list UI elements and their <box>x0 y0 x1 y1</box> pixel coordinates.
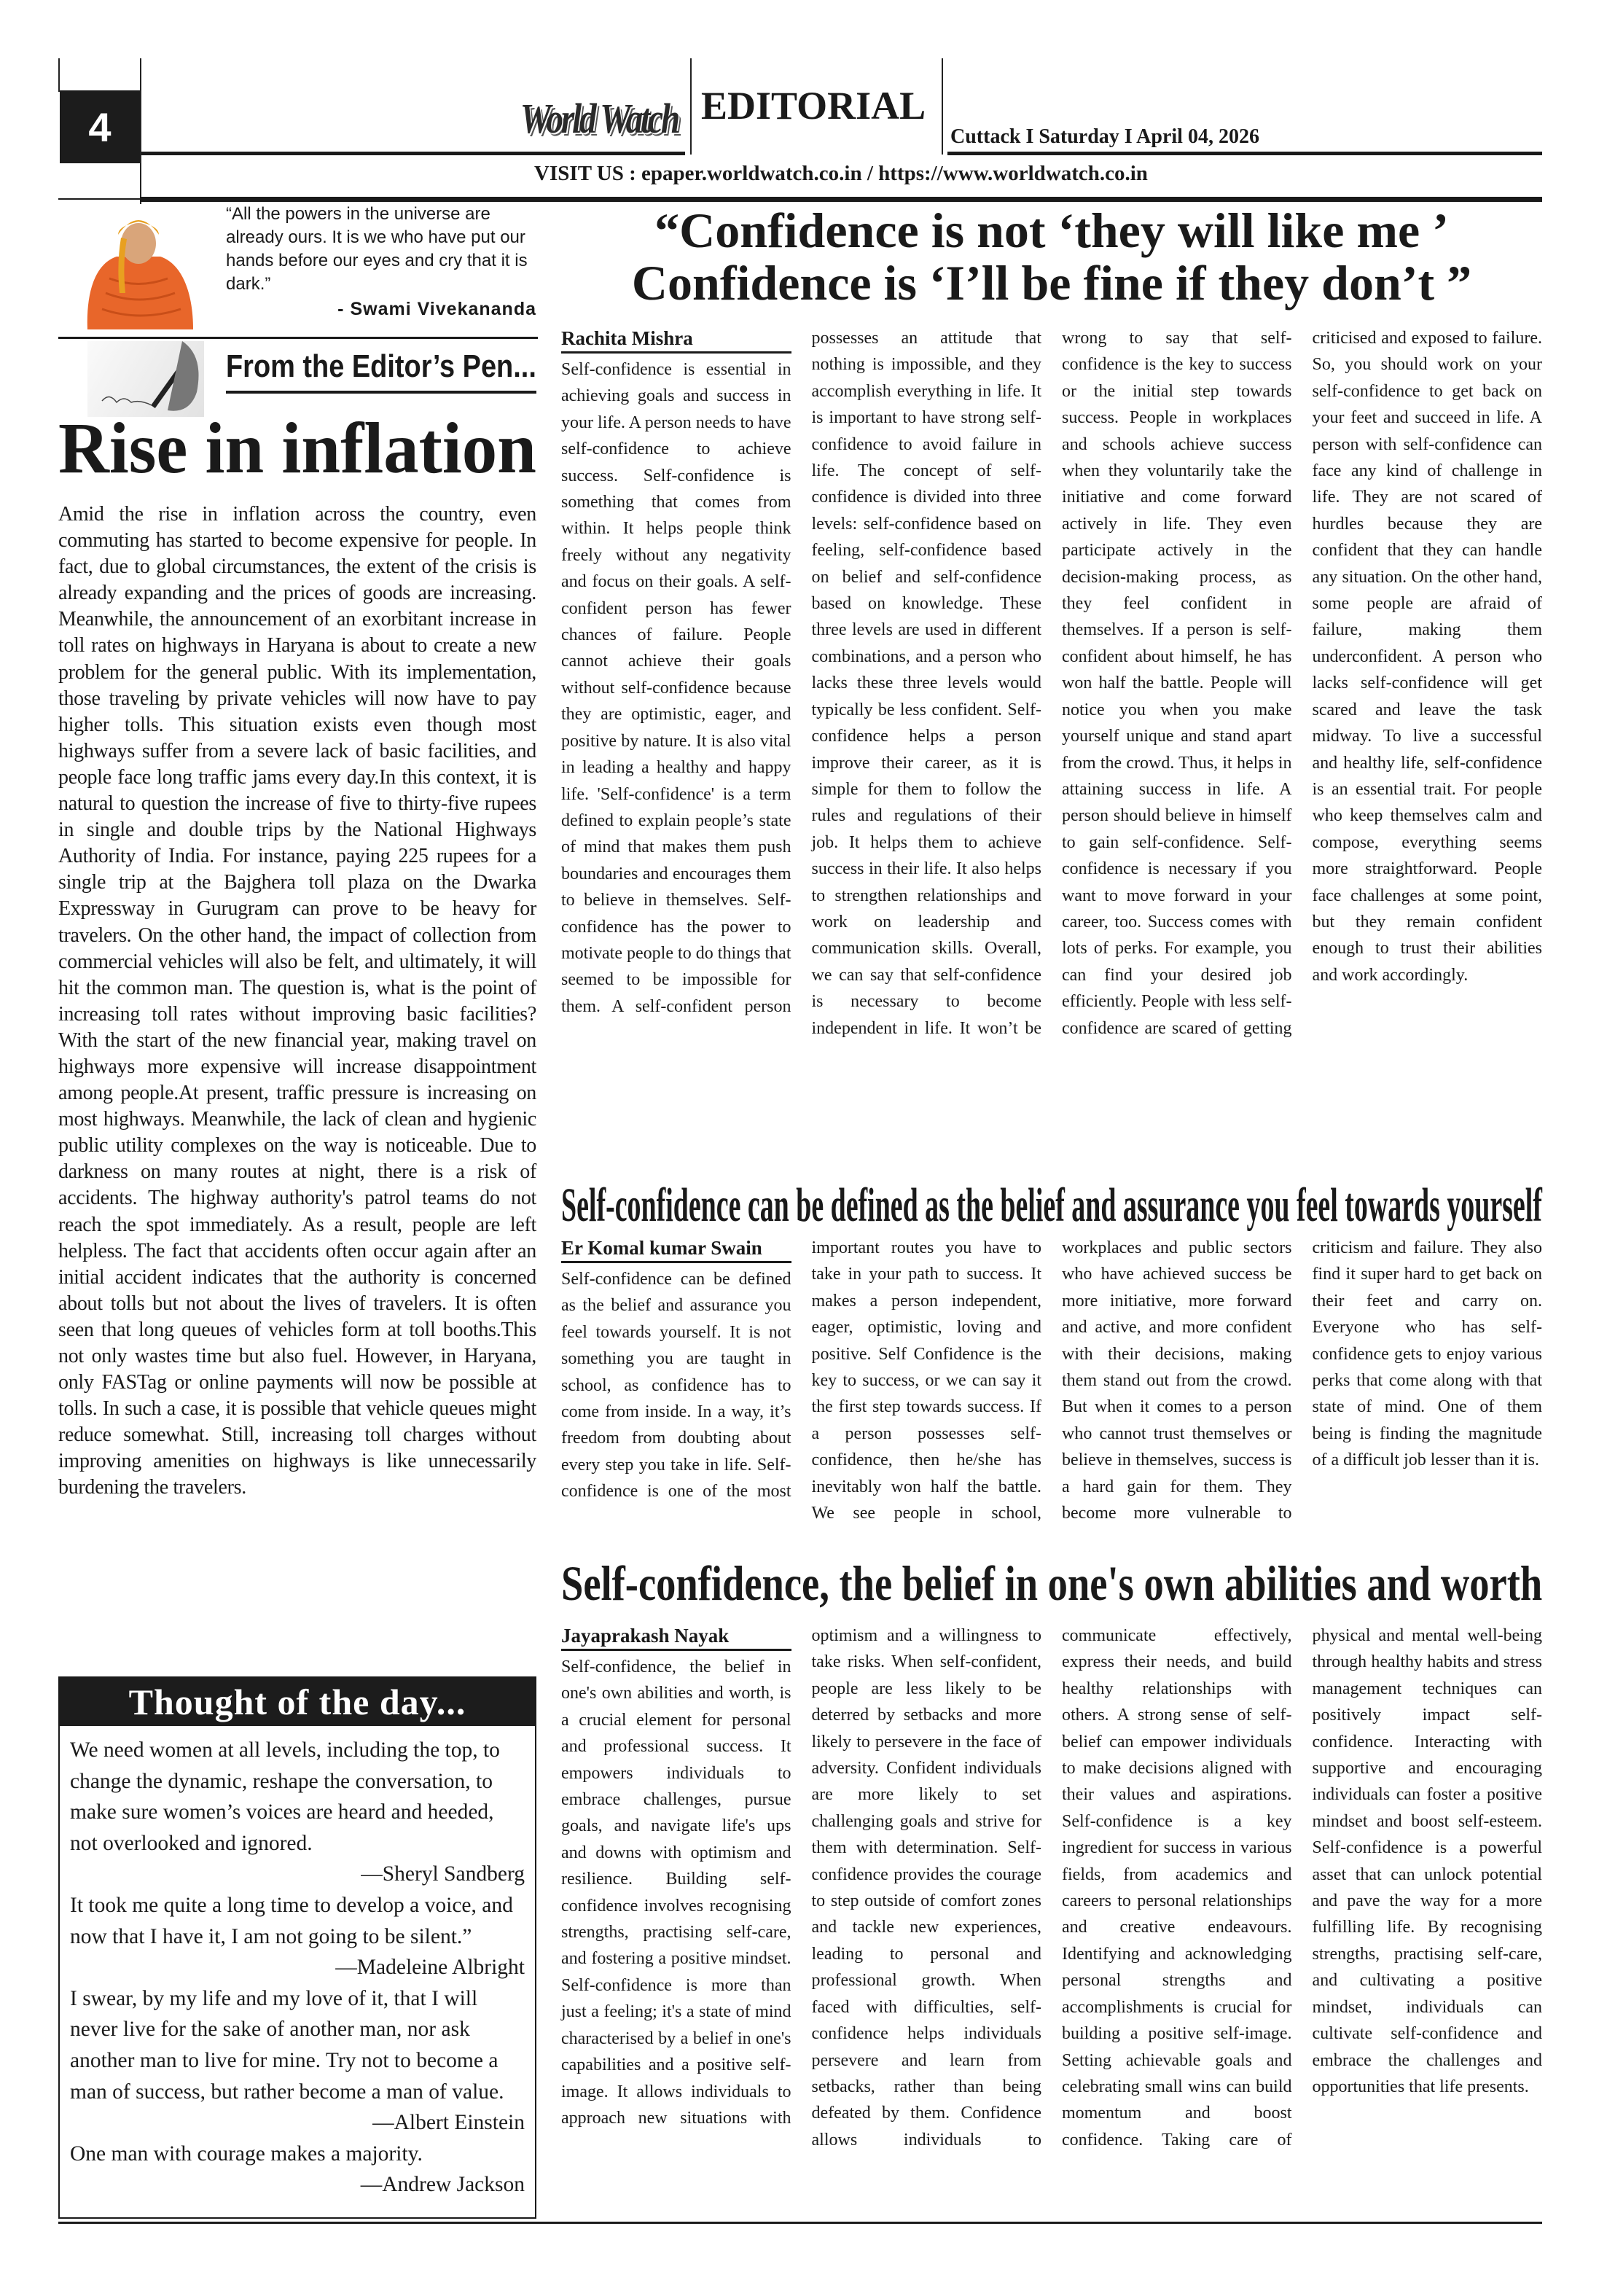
headline-text: Rise in inflation <box>58 407 536 488</box>
logo-text: World Watch <box>520 94 679 142</box>
pen-writing-image <box>87 341 204 417</box>
divider <box>942 58 943 155</box>
headline-text: Self-confidence can be defined as the belief and assurance you feel towards yourself <box>561 1179 1542 1232</box>
thought-title: Thought of the day... <box>60 1678 535 1726</box>
article-body: Self-confidence, the belief in one's own abilities and worth, is a crucial element for personal and professional success. It empowers individuals to embrace challenges, pursue goals, and navigate life's ups and downs with optimism and resilience. Building self-confidence involves recognising strengths, practising self-care, and fostering a positive mindset. Self-confidence is more than just a feeling; it's a state of mind characterised by a belief in one's capabilities and a positive self-image. It allows individuals to approach new situations with optimism and a willingness to take risks. When self-confident, people are less likely to be deterred by setbacks and more likely to persevere in the face of adversity. Confident individuals are more likely to set challenging goals and strive for them with determination. Self-confidence provides the courage to step outside of comfort zones and tackle new experiences, leading to personal and professional growth. When faced with difficulties, self-confidence helps individuals persevere and learn from setbacks, rather than being defeated by them. Confidence allows individuals to communicate effectively, express their needs, and build healthy relationships with others. A strong sense of self-belief can empower individuals to make decisions aligned with their values and aspirations. Self-confidence is a key ingredient for success in various fields, from academics and careers to personal relationships and creative endeavours. Identifying and acknowledging personal strengths and accomplishments is crucial for building a positive self-image. Setting achievable goals and celebrating small wins can build momentum and boost confidence. Taking care of physical and mental well-being through healthy habits and stress management techniques can positively impact self-confidence. Interacting with supportive and encouraging individuals can foster a positive mindset and boost self-esteem. Self-confidence is a powerful asset that can unlock potential and pave the way for a more fulfilling life. By recognising strengths, practising self-care, and cultivating a positive mindset, individuals can cultivate self-confidence and embrace the challenges and opportunities that life presents. <box>561 1626 1542 2149</box>
kicker-text: From the Editor’s Pen... <box>226 348 536 384</box>
article-komal-kumar-swain <box>561 1235 1542 1553</box>
editors-pen-kicker <box>226 348 536 394</box>
article-body: Self-confidence can be defined as the belief and assurance you feel towards yourself. It is not something you are taught in school, as confidence has to come from inside. In a way, it’s freedom from doubting about every step you take in life. Self-confidence is one of the most important routes you have to take in your path to success. It makes a person independent, eager, optimistic, loving and positive. Self Confidence is the key to success, or we can say it the first step towards success. If a person possesses self-confidence, then he/she has inevitably won half the battle. We see people in school, workplaces and public sectors who have achieved success be more initiative, more forward and active, and more confident with their decisions, making them stand out from the crowd. But when it comes to a person who cannot trust themselves or believe in themselves, success is a hard gain for them. They become more vulnerable to criticism and failure. They also find it super hard to get back on their feet and carry on. Everyone who has self-confidence gets to enjoy various perks that come along with that state of mind. One of them being is finding the magnitude of a difficult job lesser than it is. <box>561 1238 1542 1523</box>
article-jayaprakash-nayak <box>561 1623 1542 2206</box>
editorial-headline <box>58 408 536 488</box>
thought-of-the-day-box <box>58 1676 536 2219</box>
thought-quote: I swear, by my life and my love of it, that I will never live for the sake of another man, nor ask another man to live for mine. Try not to become a man of success, but rather become a man of value. <box>70 1986 504 2104</box>
article-author: Rachita Mishra <box>561 325 791 354</box>
rule <box>58 198 140 200</box>
article-author: Er Komal kumar Swain <box>561 1235 791 1263</box>
thought-author: —Sheryl Sandberg <box>361 1862 525 1886</box>
main-headline <box>561 204 1542 309</box>
thought-author: —Madeleine Albright <box>335 1956 525 1980</box>
thought-quote: It took me quite a long time to develop a voice, and now that I have it, I am not going to be silent.” <box>70 1893 513 1948</box>
divider <box>690 58 692 155</box>
rule <box>58 337 538 339</box>
article-author: Jayaprakash Nayak <box>561 1623 791 1651</box>
article-body: Self-confidence is essential in achieving goals and success in your life. A person needs to have self-confidence to achieve success. Self-confidence is something that comes from within. It helps people think freely without any negativity and focus on their goals. A self-confident person has fewer chances of failure. People cannot achieve their goals without self-confidence because they are optimistic, eager, and positive by nature. It is also vital in leading a healthy and happy life. 'Self-confidence' is a term defined to explain people’s state of mind that makes them push boundaries and encourages them to believe in themselves. Self-confidence has the power to motivate people to do things that seemed to be impossible for them. A self-confident person possesses an attitude that nothing is impossible, and they accomplish everything in life. It is important to have strong self-confidence to avoid failure in life. The concept of self-confidence is divided into three levels: self-confidence based on feeling, self-confidence based on belief and self-confidence based on knowledge. These three levels are used in different combinations, and a person who lacks these three levels would typically be less confident. Self-confidence helps a person improve their career, as it is simple for them to follow the rules and regulations of their job. It helps them to achieve success in their life. It also helps to strengthen relationships and work on leadership and communication skills. Overall, we can say that self-confidence is necessary to become independent in life. It won’t be wrong to say that self-confidence is the key to success or the initial step towards success. People in workplaces and schools achieve success when they voluntarily take the initiative and come forward actively in life. They even participate actively in the decision-making process, as they feel confident in themselves. If a person is self-confident about himself, he has won half the battle. People will notice you when you make yourself unique and stand apart from the crowd. Thus, it helps in attaining success in life. A person should believe in himself to gain self-confidence. Self-confidence is necessary if you want to move forward in your career, too. Success comes with lots of perks. For example, you can find your desired job efficiently. People with less self-confidence are scared of getting criticised and exposed to failure. So, you should work on your self-confidence to get back on your feet and succeed in life. A person with self-confidence can face any kind of challenge in life. They are not scared of hurdles because they are confident that they can handle any situation. On the other hand, some people are afraid of failure, making them underconfident. A person who lacks self-confidence will get scared and leave the task midway. To live a successful and healthy life, self-confidence is an essential trait. For people who keep themselves calm and compose, everything seems more straightforward. People face challenges at some point, but they remain confident enough to trust their abilities and work accordingly. <box>561 329 1542 1038</box>
rule <box>947 152 1542 155</box>
visit-us-links[interactable]: VISIT US : epaper.worldwatch.co.in / https://www.worldwatch.co.in <box>534 162 1148 185</box>
swami-vivekananda-image <box>73 206 204 329</box>
article-headline <box>561 1554 1542 1612</box>
border-line <box>58 58 60 92</box>
rule <box>140 197 1542 202</box>
rule <box>141 152 685 155</box>
headline-text: Self-confidence, the belief in one's own abilities and worth <box>561 1555 1543 1611</box>
vivekananda-quote: “All the powers in the universe are already ours. It is we who have put our hands before our eyes and cry that it is dark.” <box>226 204 528 294</box>
page-number: 4 <box>60 90 140 163</box>
thought-author: —Albert Einstein <box>372 2111 525 2135</box>
world-watch-logo <box>510 82 688 155</box>
main-headline-line1: “Confidence is not ‘they will like me ’ <box>654 203 1449 258</box>
main-headline-line2: Confidence is ‘I’ll be fine if they don’t ” <box>631 255 1472 311</box>
article-headline <box>561 1178 1542 1233</box>
dateline: Cuttack I Saturday I April 04, 2026 <box>950 125 1259 148</box>
thought-quote: We need women at all levels, including the top, to change the dynamic, reshape the conversation, to make sure women’s voices are heard and heeded, not overlooked and ignored. <box>70 1738 500 1855</box>
article-rachita-mishra <box>561 325 1542 1175</box>
bottom-rule <box>58 2222 1542 2224</box>
thought-author: —Andrew Jackson <box>360 2173 525 2197</box>
section-title: EDITORIAL <box>701 84 926 128</box>
editorial-body: Amid the rise in inflation across the country, even commuting has started to become expensive for people. In fact, due to global circumstances, the extent of the crisis is already expanding and the prices of goods are increasing. Meanwhile, the announcement of an exorbitant increase in toll rates on highways in Haryana is about to create a new problem for the general public. With its implementation, those traveling by private vehicles will now have to pay higher tolls. This situation exists even though most highways suffer from a severe lack of basic facilities, and people face long traffic jams every day.In this context, it is natural to question the increase of five to thirty-five rupees in single and double trips by the National Highways Authority of India. For instance, paying 225 rupees for a single trip at the Bajghera toll plaza on the Dwarka Expressway in Gurugram can prove to be heavy for travelers. On the other hand, the impact of collection from commercial vehicles will also be felt, and ultimately, it will hit the common man. The question is, what is the point of increasing toll rates without improving basic facilities? With the start of the new financial year, making travel on highways more expensive will increase disappointment among people.At present, traffic pressure is increasing on most highways. Meanwhile, the lack of clean and hygienic public utility complexes on the way is noticeable. Due to darkness on many routes at night, there is a risk of accidents. The highway authority's patrol teams do not reach the spot immediately. As a result, people are left helpless. The fact that accidents often occur again after an initial accident indicates that the authority is concerned about tolls but not about the lives of travelers. It is often seen that long queues of vehicles form at toll booths.This not only wastes time but also fuel. However, in Haryana, only FASTag or online payments will now be possible at tolls. In such a case, it is possible that vehicle queues might reduce somewhat. Still, increasing toll charges without improving amenities on highways is like unnecessarily burdening the travelers. <box>58 503 536 1499</box>
thought-quote: One man with courage makes a majority. <box>70 2141 423 2166</box>
quote-author: - Swami Vivekananda <box>337 299 536 319</box>
